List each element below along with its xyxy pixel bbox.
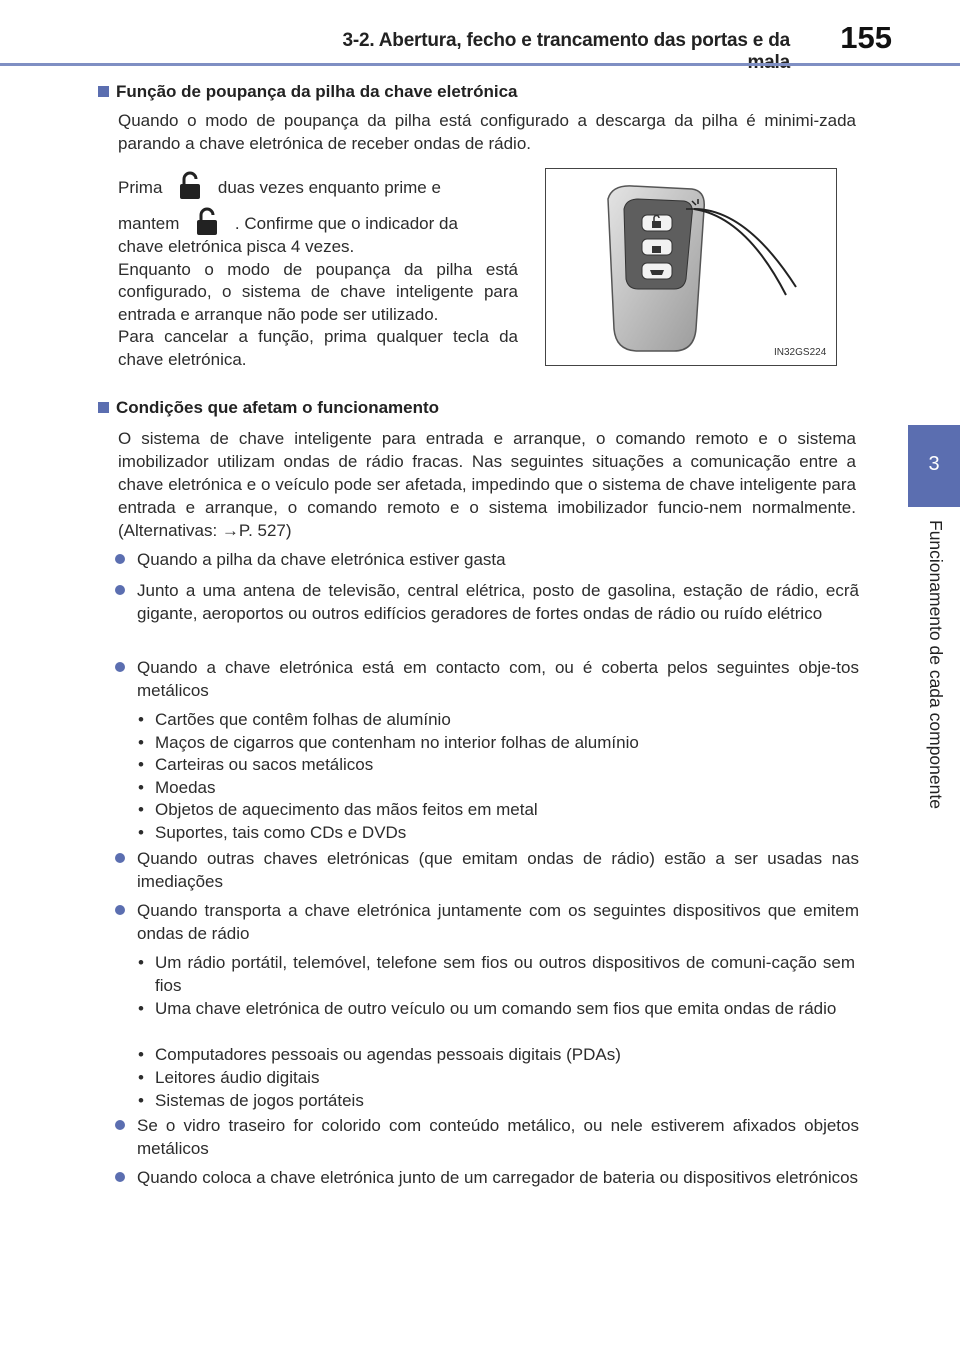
condition-bullet: Quando a pilha da chave eletrónica estiver gasta xyxy=(137,548,859,571)
bullet-dot-icon xyxy=(115,1172,125,1182)
bullet-dot-icon xyxy=(115,905,125,915)
bullet-dot-icon xyxy=(115,554,125,564)
condition-bullet: Se o vidro traseiro for colorido com conteúdo metálico, ou nele estiverem afixados objetos metálicos xyxy=(137,1114,859,1160)
chapter-tab: 3 xyxy=(908,425,960,507)
metal-item: • Maços de cigarros que contenham no interior folhas de alumínio xyxy=(138,733,639,752)
condition-bullet: Quando transporta a chave eletrónica juntamente com os seguintes dispositivos que emitem ondas de rádio xyxy=(137,899,859,945)
condition-bullet: Junto a uma antena de televisão, central elétrica, posto de gasolina, estação de rádio, ecrã gigante, aeroportos ou outros edifícios geradores de fortes ondas de rádio ou ruído elétrico xyxy=(137,579,859,625)
metal-item: • Suportes, tais como CDs e DVDs xyxy=(138,823,407,842)
section-heading-battery-saving: Função de poupança da pilha da chave eletrónica xyxy=(98,82,518,102)
battery-saving-instructions: Prima duas vezes enquanto prime e mantem . Confirme que o indicador da xyxy=(118,170,518,242)
bullet-dot-icon xyxy=(115,853,125,863)
electronic-key-illustration xyxy=(546,169,836,365)
chapter-label: Funcionamento de cada componente xyxy=(926,520,946,809)
heading-square-icon xyxy=(98,402,109,413)
conditions-intro: O sistema de chave inteligente para entrada e arranque, o comando remoto e o sistema imobilizador utilizam ondas de rádio fracas. Nas seguintes situações a comunicação entre a chave eletrónica e o veículo pode ser afetada, impedindo que o sistema de chave inteligente para entrada e arranque, o comando remoto e o sistema imobilizador funcio-nem normalmente. (Alternativas: →P. 527) xyxy=(118,429,856,540)
metal-item: • Objetos de aquecimento das mãos feitos em metal xyxy=(138,800,538,819)
bullet-dot-icon xyxy=(115,662,125,672)
lock-icon xyxy=(177,171,203,201)
metal-item: • Cartões que contêm folhas de alumínio xyxy=(138,710,451,729)
running-header-title: 3-2. Abertura, fecho e trancamento das portas e da xyxy=(342,30,790,51)
heading-square-icon xyxy=(98,86,109,97)
device-item: • Um rádio portátil, telemóvel, telefone sem fios ou outros dispositivos de comuni-cação sem fios xyxy=(138,953,855,995)
bullet-dot-icon xyxy=(115,1120,125,1130)
section-heading-conditions: Condições que afetam o funcionamento xyxy=(98,398,439,418)
battery-saving-notes: chave eletrónica pisca 4 vezes. Enquanto o modo de poupança da pilha está configurado, o sistema de chave inteligente para entrada e arranque não pode ser utilizado. Para cancelar a função, prima qualquer tecla da chave eletrónica. xyxy=(118,237,518,369)
lock-icon xyxy=(194,207,220,237)
header-rule xyxy=(0,63,960,66)
condition-bullet: Quando outras chaves eletrónicas (que emitam ondas de rádio) estão a ser usadas nas imediações xyxy=(137,847,859,893)
page-number: 155 xyxy=(840,20,892,55)
bullet-dot-icon xyxy=(115,585,125,595)
device-item: • Sistemas de jogos portáteis xyxy=(138,1091,364,1110)
device-item: • Uma chave eletrónica de outro veículo ou um comando sem fios que emita ondas de rádio xyxy=(138,999,837,1018)
figure-code: IN32GS224 xyxy=(774,347,827,358)
metal-item: • Moedas xyxy=(138,778,216,797)
device-item: • Computadores pessoais ou agendas pessoais digitais (PDAs) xyxy=(138,1045,621,1064)
condition-bullet: Quando coloca a chave eletrónica junto de um carregador de bateria ou dispositivos eletrónicos xyxy=(137,1166,859,1189)
battery-saving-intro: Quando o modo de poupança da pilha está configurado a descarga da pilha é minimi-zada parando a chave eletrónica de receber ondas de rádio. xyxy=(118,111,856,153)
electronic-key-figure xyxy=(545,168,837,366)
condition-bullet: Quando a chave eletrónica está em contacto com, ou é coberta pelos seguintes obje-tos metálicos xyxy=(137,656,859,702)
metal-item: • Carteiras ou sacos metálicos xyxy=(138,755,374,774)
device-item: • Leitores áudio digitais xyxy=(138,1068,320,1087)
